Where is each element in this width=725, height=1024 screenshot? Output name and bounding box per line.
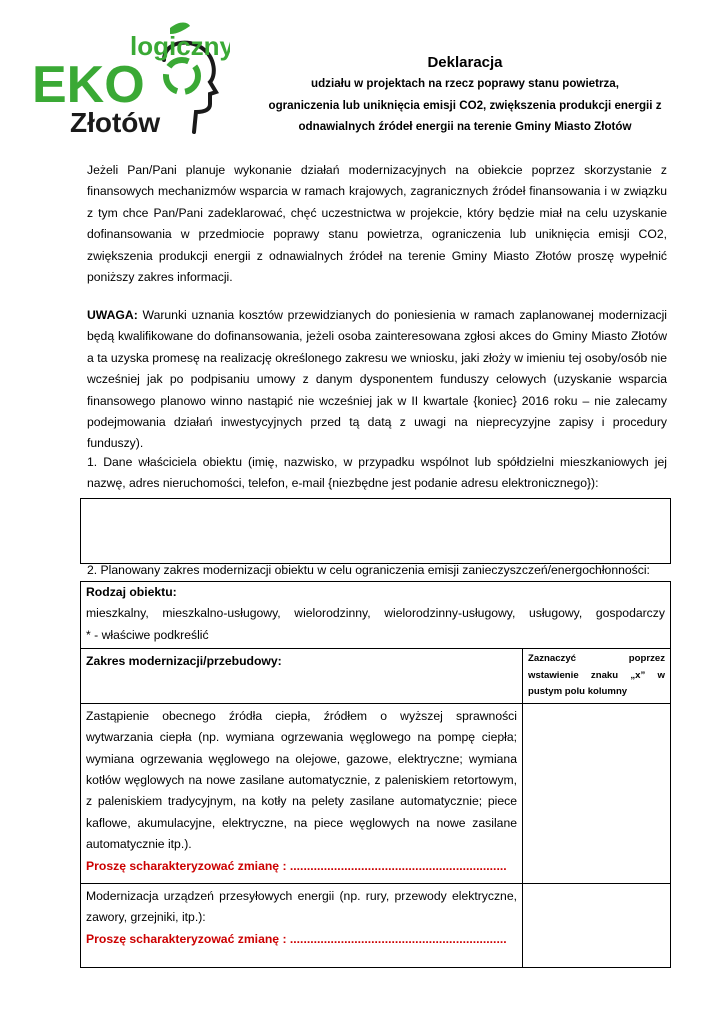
scope-item-1-mark-cell[interactable]	[523, 703, 671, 883]
warning-paragraph	[87, 305, 667, 455]
option-wielorodzinny-uslugowy[interactable]: wielorodzinny-usługowy,	[384, 606, 516, 621]
subtitle-line-2: ograniczenia lub uniknięcia emisji CO2, zwiększenia produkcji energii z	[268, 98, 662, 112]
option-mieszkalny[interactable]: mieszkalny,	[86, 606, 149, 621]
section-1-heading: 1. Dane właściciela obiektu (imię, nazwisko, w przypadku wspólnot lub spółdzielni mieszkaniowych jej nazwę, adres nieruchomości, telefon, e-mail {niezbędne jest podanie adresu elektronicznego}):	[87, 455, 667, 491]
object-type-row	[81, 582, 671, 649]
document-title: Deklaracja	[427, 54, 503, 71]
scope-item-1-prompt: Proszę scharakteryzować zmianę : ................................................................	[86, 858, 507, 873]
option-mieszkalno-uslugowy[interactable]: mieszkalno-usługowy,	[162, 606, 281, 621]
owner-data-field[interactable]	[80, 498, 671, 564]
warning-label: UWAGA:	[87, 308, 138, 322]
section-2-heading: 2. Planowany zakres modernizacji obiektu w celu ograniczenia emisji zanieczyszczeń/energochłonności:	[87, 563, 650, 577]
recycle-icon	[166, 60, 198, 92]
subtitle-line-1: udziału w projektach na rzecz poprawy stanu powietrza,	[311, 77, 619, 90]
warning-text: Warunki uznania kosztów przewidzianych do poniesienia w ramach zaplanowanej modernizacji będą kwalifikowane do dofinansowania, jeżeli osoba zainteresowana zgłosi akces do Gminy Miasto Złotów a ta uzyska promesę na realizację określonego zakresu we wniosku, jaki złoży w imieniu tej osoby/osób nie wcześniej jak po podpisaniu umowy z danym dysponentem funduszy celowych (uzyskanie wsparcia finansowego planowo winno nastąpić nie wcześniej jak w II kwartale {koniec} 2016 roku – nie zalecamy podejmowania działań inwestycyjnych przed tą datą z uwagi na nieprecyzyjne zapisy i procedury funduszy).	[87, 308, 667, 451]
option-uslugowy[interactable]: usługowy,	[528, 606, 583, 621]
object-type-label: Rodzaj obiektu:	[86, 585, 177, 599]
scope-item-2-text: Modernizacja urządzeń przesyłowych energii (np. rury, przewody elektryczne, zawory, grzejniki, itp.):	[86, 888, 517, 925]
document-title-block	[230, 53, 700, 138]
option-gospodarczy[interactable]: gospodarczy	[595, 606, 665, 621]
modernization-table	[80, 581, 671, 968]
scope-item-2-mark-cell[interactable]	[523, 883, 671, 967]
subtitle-line-3: odnawialnych źródeł energii na terenie Gminy Miasto Złotów	[298, 120, 632, 133]
scope-item-1-text: Zastąpienie obecnego źródła ciepła, źródłem o wyższej sprawności wytwarzania ciepła (np. wymiana ogrzewania węglowego na pompę ciepła; wymiana ogrzewania węglowego na olejowe, gazowe, elektryczne; wymiana kotłów węglowych na nowe zasilane automatycznie, z paleniskiem retortowym, z paleniskiem tradycyjnym, na kotły na pelety zasilane automatycznie; piece kaflowe, akumulacyjne, elektryczne, na piece węglowych na nowe zasilane automatycznie itp.).	[86, 708, 517, 852]
logo-word-zlotow: Złotów	[70, 107, 161, 138]
scope-header-row	[81, 649, 671, 704]
mark-column-header: Zaznaczyć poprzez wstawienie znaku „x” w pustym polu kolumny	[528, 653, 665, 698]
intro-paragraph: Jeżeli Pan/Pani planuje wykonanie działań modernizacyjnych na obiekcie poprzez skorzystanie z finansowych mechanizmów wsparcia w ramach krajowych, zagranicznych źródeł finansowania i w związku z tym chce Pan/Pani zadeklarować, chęć uczestnictwa w projekcie, który będzie miał na celu uzyskanie dofinansowania w przedmiocie poprawy stanu powietrza, ograniczenia lub uniknięcia emisji CO2, zwiększenia produkcji energii z odnawialnych źródeł na terenie Gminy Miasto Złotów proszę wypełnić poniższy zakres informacji.	[87, 163, 667, 285]
object-type-options	[86, 603, 665, 624]
eko-logo	[30, 20, 230, 140]
scope-item-row	[81, 703, 671, 883]
scope-header: Zakres modernizacji/przebudowy:	[86, 654, 282, 669]
logo-word-eko: EKO	[32, 56, 145, 114]
logo-word-logiczny: logiczny	[130, 31, 230, 61]
option-wielorodzinny[interactable]: wielorodzinny,	[294, 606, 371, 621]
scope-item-row	[81, 883, 671, 967]
object-type-note: * - właściwe podkreślić	[86, 627, 209, 642]
scope-item-2-prompt: Proszę scharakteryzować zmianę : ................................................................	[86, 931, 507, 946]
logo-graphic	[30, 20, 230, 140]
